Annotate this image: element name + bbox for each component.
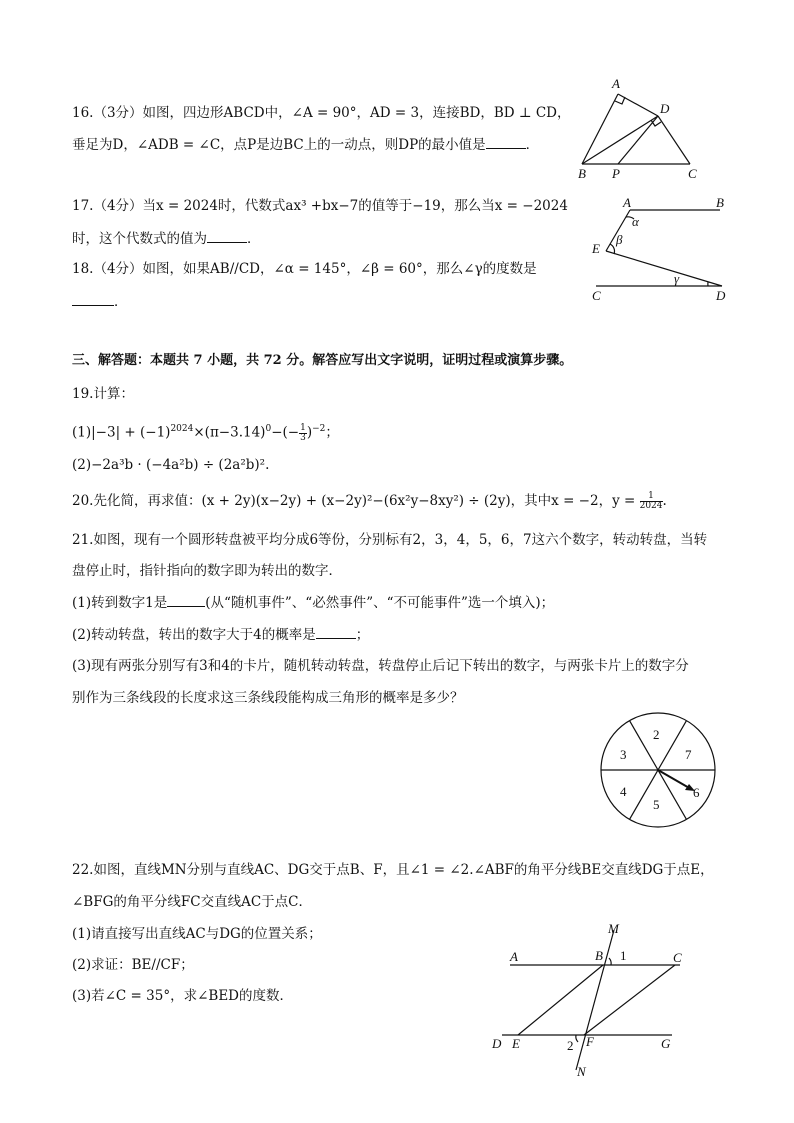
section-3-heading: 三、解答题：本题共 7 小题，共 72 分。解答应写出文字说明，证明过程或演算步骤。	[72, 353, 573, 368]
q22-label-f: F	[586, 1034, 594, 1049]
q20-text: 20.先化简，再求值：(x + 2y)(x−2y) + (x−2y)²−(6x²y−8xy²) ÷ (2y)，其中x = −2，y =	[72, 493, 640, 509]
q22-label-1: 1	[620, 948, 627, 963]
q22-part-3: (3)若∠C = 35°，求∠BED的度数．	[72, 988, 293, 1004]
q17-answer-blank[interactable]	[207, 228, 247, 243]
q18-line-1: 18.（4分）如图，如果AB//CD，∠α = 145°，∠β = 60°，那么∠γ的度数是	[72, 261, 537, 277]
q18-label-gamma: γ	[674, 271, 680, 286]
q17-line-1: 17.（4分）当x = 2024时，代数式ax³ +bx−7的值等于−19，那么当x = −2024	[72, 198, 568, 214]
q21-p2-post: ；	[355, 627, 370, 643]
q22-part-2: (2)求证：BE//CF；	[72, 957, 194, 973]
q21-line-1: 21.如图，现有一个圆形转盘被平均分成6等份，分别标有2，3，4，5，6，7这六个数字，转动转盘，当转	[72, 532, 708, 548]
q22-label-a: A	[510, 949, 518, 964]
q22-label-g: G	[661, 1036, 671, 1051]
q21-p1-pre: (1)转到数字1是	[72, 595, 168, 611]
q22-label-n: N	[577, 1064, 586, 1079]
q19-p1-tail: ；	[325, 424, 339, 441]
q22-label-b: B	[595, 948, 603, 963]
q16-line-2	[72, 134, 539, 155]
q18-figure	[588, 194, 738, 304]
q16-figure	[576, 76, 697, 181]
q19-part-1	[72, 419, 339, 443]
q20-line	[72, 491, 667, 511]
q16-label-a: A	[612, 76, 620, 91]
q18-label-alpha: α	[632, 214, 639, 229]
q22-line-2: ∠BFG的角平分线FC交直线AC于点C．	[72, 894, 312, 910]
q16-label-p: P	[612, 166, 620, 181]
q21-p2-pre: (2)转动转盘，转出的数字大于4的概率是	[72, 627, 316, 643]
q16-line-2-text: 垂足为D，∠ADB = ∠C，点P是边BC上的一动点，则DP的最小值是	[72, 137, 486, 153]
q22-label-m: M	[608, 921, 619, 936]
q20-fraction	[640, 492, 663, 511]
q22-label-c: C	[673, 950, 682, 965]
wheel-number-6: 6	[693, 785, 700, 800]
q19-p1-frac-den: 3	[300, 432, 306, 443]
q16-label-c: C	[688, 166, 697, 181]
q18-line-2	[72, 291, 128, 312]
q17-end: ．	[247, 231, 261, 247]
q18-answer-blank[interactable]	[72, 291, 114, 306]
q21-part-1	[72, 592, 554, 613]
q19-title: 19.计算：	[72, 386, 134, 402]
q20-end: .	[662, 493, 667, 509]
q22-figure	[490, 920, 690, 1080]
q20-frac-num: 1	[640, 492, 663, 502]
q18-label-b: B	[716, 195, 724, 210]
q19-p1-end: )	[306, 424, 313, 441]
q22-label-d: D	[492, 1036, 502, 1051]
wheel-number-5: 5	[653, 797, 660, 812]
q19-p1-exp2: −2	[312, 424, 326, 434]
q17-line-2-text: 时，这个代数式的值为	[72, 231, 207, 247]
q22-part-1: (1)请直接写出直线AC与DG的位置关系；	[72, 926, 322, 942]
q20-frac-den: 2024	[639, 501, 663, 511]
q19-p1-fraction	[299, 424, 307, 443]
q21-part-3-line-1: (3)现有两张分别写有3和4的卡片，随机转动转盘，转盘停止后记下转出的数字，与两张卡片上的数字分	[72, 658, 689, 674]
q18-label-a: A	[623, 195, 631, 210]
q21-part-3-line-2: 别作为三条线段的长度求这三条线段能构成三角形的概率是多少？	[72, 690, 464, 706]
q22-line-1: 22.如图，直线MN分别与直线AC、DG交于点B、F，且∠1 = ∠2.∠ABF的角平分线BE交直线DG于点E，	[72, 862, 714, 878]
q21-p1-post: (从“随机事件”、“必然事件”、“不可能事件”选一个填入)；	[205, 595, 555, 611]
wheel-number-7: 7	[685, 747, 692, 762]
q16-label-d: D	[660, 101, 670, 116]
q22-label-2: 2	[567, 1038, 574, 1053]
q21-part-2	[72, 624, 369, 645]
q21-p1-blank[interactable]	[167, 592, 205, 607]
q18-label-d: D	[716, 288, 726, 303]
q16-line-1: 16.（3分）如图，四边形ABCD中，∠A = 90°，AD = 3，连接BD，BD ⊥ CD，	[72, 105, 571, 121]
q19-p1-exp: 2024	[170, 424, 194, 434]
q18-label-beta: β	[616, 232, 623, 247]
q21-p2-blank[interactable]	[316, 624, 356, 639]
q18-label-c: C	[592, 288, 601, 303]
q18-label-e: E	[592, 241, 600, 256]
q16-answer-blank[interactable]	[486, 134, 526, 149]
q19-p1-mid: ×(π−3.14)	[193, 424, 266, 441]
q19-p1-after: −(−	[271, 424, 300, 441]
q21-line-2: 盘停止时，指针指向的数字即为转出的数字．	[72, 563, 342, 579]
q17-line-2	[72, 228, 261, 249]
q18-end: ．	[114, 294, 128, 310]
spinner-wheel	[599, 711, 719, 831]
q19-p1-exp0: 0	[265, 424, 272, 434]
wheel-number-4: 4	[620, 784, 627, 799]
q19-p1-frac-num: 1	[300, 422, 306, 433]
q19-part-2: (2)−2a³b · (−4a²b) ÷ (2a²b)².	[72, 457, 270, 473]
q19-p1-pre: (1)|−3| + (−1)	[72, 424, 171, 441]
q22-label-e: E	[512, 1036, 520, 1051]
q16-label-b: B	[578, 166, 586, 181]
wheel-number-2: 2	[653, 727, 660, 742]
wheel-number-3: 3	[620, 747, 627, 762]
q16-end: ．	[525, 137, 540, 153]
